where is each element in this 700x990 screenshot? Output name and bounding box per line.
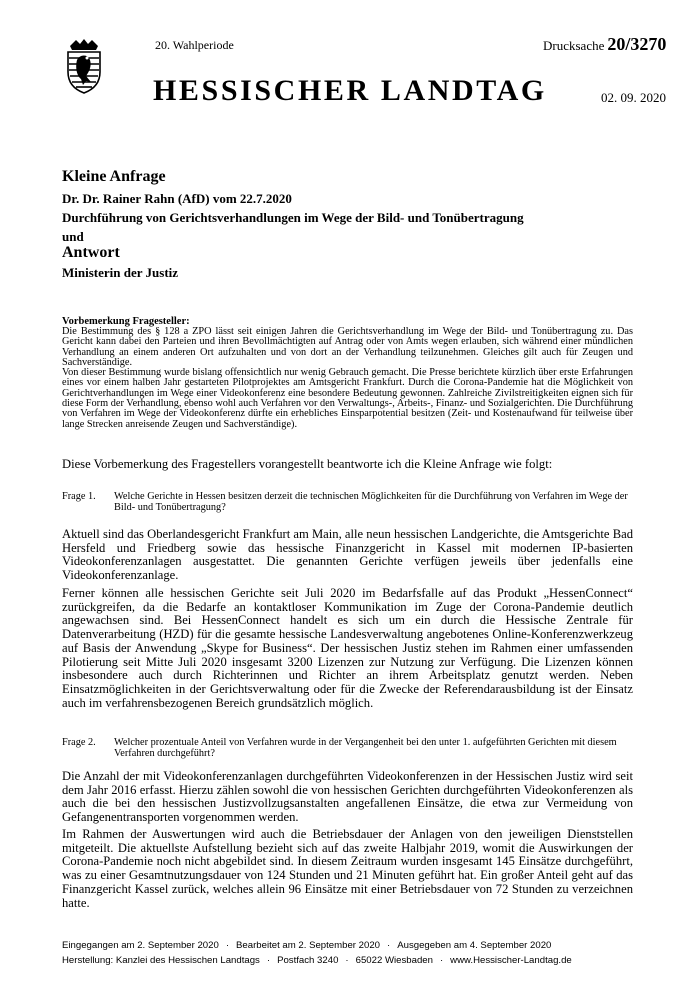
footer-ausgegeben: Ausgegeben am 4. September 2020 bbox=[397, 940, 552, 951]
vorbemerkung-heading: Vorbemerkung Fragesteller: bbox=[62, 316, 190, 327]
footer-separator: · bbox=[345, 955, 349, 966]
author-line: Dr. Dr. Rainer Rahn (AfD) vom 22.7.2020 bbox=[62, 191, 292, 206]
footer-eingegangen: Eingegangen am 2. September 2020 bbox=[62, 940, 219, 951]
answer-2-paragraph: Im Rahmen der Auswertungen wird auch die Betriebsdauer der Anlagen von den jeweiligen Dienststellen mitgeteilt. Die aktuellste Aufstellung bezieht sich auf das zweite Halbjahr 2019, womit die Auswirkungen der Corona-Pandemie noch nicht abgebildet sind. In diesem Zeitraum wurden insgesamt 145 Einsätze durchgeführt, was zu einer Gesamtnutzungsdauer von 124 Stunden und 21 Minuten geführt hat. Ein großer Anteil geht auf das Finanzgericht Kassel zurück, welches allein 96 Einsätze mit einer Betriebsdauer von 72 Stunden zu verzeichnen hatte. bbox=[62, 827, 633, 910]
vorbemerkung-paragraph: Von dieser Bestimmung wurde bislang offensichtlich nur wenig Gebrauch gemacht. Die Presse berichtete kürzlich über erste Erfahrungen eines vor einem halben Jahr gestarteten Pilotprojektes am Amtsgericht Frankfurt. Durch die Corona-Pandemie hat die Möglichkeit von Gerichtverhandlungen im Wege einer Videokonferenz eine besondere Bedeutung gewonnen. Zahlreiche Zivilstreitigkeiten eignen sich für diese Form der Verhandlung, ebenso wohl auch Verfahren vor den Verwaltungs-, Arbeits-, Finanz- und Sozialgerichten. Die Durchführung von Verfahren im Wege der Videokonferenz dürfte ein erhebliches Einsparpotential besitzen (Zeit- und Kostenaufwand für teilweise über lange Strecken anreisende Zeugen und Sachverständige). bbox=[62, 367, 633, 430]
drucksache-label bbox=[543, 34, 666, 55]
footer-separator: · bbox=[387, 940, 391, 951]
subject-line: Durchführung von Gerichtsverhandlungen im Wege der Bild- und Tonübertragung bbox=[62, 210, 524, 225]
drucksache-number: 20/3270 bbox=[607, 34, 667, 54]
footer-dates bbox=[62, 940, 551, 951]
footer-separator: · bbox=[439, 955, 444, 966]
footer-publisher bbox=[62, 955, 572, 966]
document-title: HESSISCHER LANDTAG bbox=[153, 74, 547, 107]
question-text: Welcher prozentuale Anteil von Verfahren wurde in der Vergangenheit bei den unter 1. aufgeführten Gerichten mit diesem Verfahren durchgeführt? bbox=[114, 737, 617, 759]
footer-bearbeitet: Bearbeitet am 2. September 2020 bbox=[236, 940, 381, 951]
question-label: Frage 2. bbox=[62, 737, 96, 748]
document-date: 02. 09. 2020 bbox=[601, 90, 666, 105]
anfrage-heading: Kleine Anfrage bbox=[62, 168, 166, 185]
vorbemerkung-paragraph: Die Bestimmung des § 128 a ZPO lässt seit einigen Jahren die Gerichtsverhandlung im Wege der Bild- und Tonübertragung zu. Das Gericht kann dabei den Parteien und ihren Bevollmächtigten auf Antrag oder von Amts wegen erlauben, sich während einer mündlichen Verhandlung an einem anderen Ort aufzuhalten und von dort an der Verhandlung teilzunehmen. Gleiches gilt auch für Zeugen und Sachverständige. bbox=[62, 326, 633, 368]
footer-ort: 65022 Wiesbaden bbox=[355, 955, 433, 966]
legislative-period: 20. Wahlperiode bbox=[155, 38, 234, 52]
question-2 bbox=[62, 738, 633, 759]
question-label: Frage 1. bbox=[62, 491, 96, 502]
ministerin-line: Ministerin der Justiz bbox=[62, 265, 179, 280]
footer-separator: · bbox=[266, 955, 271, 966]
answer-1-paragraph: Ferner können alle hessischen Gerichte seit Juli 2020 im Bedarfsfalle auf das Produkt „HessenConnect“ zurückgreifen, da die Bedarfe an kontaktloser Kommunikation im Zuge der Corona-Pandemie deutlich angewachsen sind. Bei HessenConnect handelt es sich um ein durch die Hessische Zentrale für Datenverarbeitung (HZD) für die gesamte hessische Landesverwaltung angebotenes Online-Konferenzwerkzeug auf Basis der Anwendung „Skype for Business“. Der hessischen Justiz stehen im Rahmen einer umfassenden Pilotierung seit Mitte Juli 2020 insgesamt 3200 Lizenzen zur Nutzung zur Verfügung. Die Lizenzen können insbesondere auch durch Richterinnen und Richter an ihrem Arbeitsplatz genutzt werden. Neben Einsatzmöglichkeiten in der Gerichtsverwaltung oder für die Zwecke der Referendarausbildung ist der Einsatz auch im verfahrensbezogenen Bereich grundsätzlich möglich. bbox=[62, 586, 633, 710]
answer-2-paragraph: Die Anzahl der mit Videokonferenzanlagen durchgeführten Videokonferenzen in der Hessischen Justiz wird seit dem Jahr 2016 erfasst. Hierzu zählen sowohl die von hessischen Gerichten durchgeführten Videokonferenzen als auch die bei den hessischen Justizvollzugsanstalten angefallenen Einsätze, die etwa zur Vermeidung von Gefangenentransporten vorgenommen werden. bbox=[62, 769, 633, 825]
hessen-coat-of-arms-icon bbox=[62, 38, 106, 94]
intro-paragraph: Diese Vorbemerkung des Fragestellers vorangestellt beantworte ich die Kleine Anfrage wie folgt: bbox=[62, 457, 553, 471]
question-1 bbox=[62, 492, 633, 513]
answer-1-paragraph: Aktuell sind das Oberlandesgericht Frankfurt am Main, alle neun hessischen Landgerichte, die Amtsgerichte Bad Hersfeld und Friedberg sowie das hessische Finanzgericht in Kassel mit modernen IP-basierten Videokonferenzanlagen ausgestattet. Die genannten Gerichte verfügen jeweils über jedenfalls eine Videokonferenzanlage. bbox=[62, 527, 633, 583]
vorbemerkung-text bbox=[62, 327, 633, 430]
footer-website-link[interactable]: www.Hessischer-Landtag.de bbox=[450, 955, 572, 966]
footer-herstellung: Herstellung: Kanzlei des Hessischen Landtags bbox=[62, 955, 260, 966]
antwort-heading: Antwort bbox=[62, 244, 120, 261]
footer-separator: · bbox=[225, 940, 230, 951]
drucksache-text: Drucksache bbox=[543, 38, 605, 53]
footer-postfach: Postfach 3240 bbox=[277, 955, 339, 966]
question-text: Welche Gerichte in Hessen besitzen derzeit die technischen Möglichkeiten für die Durchführung von Verfahren im Wege der Bild- und Tonübertragung? bbox=[114, 491, 628, 513]
und-line: und bbox=[62, 229, 84, 244]
